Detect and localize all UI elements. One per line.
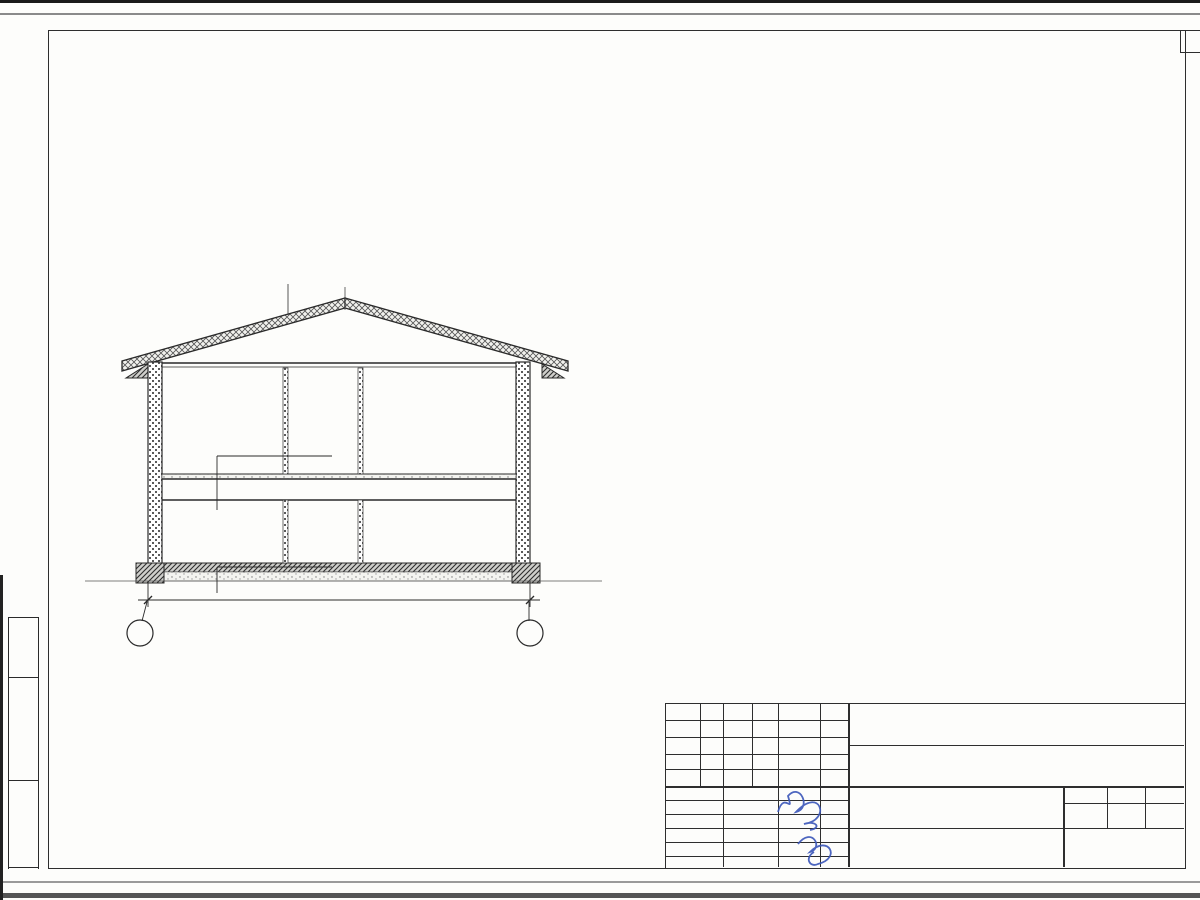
tb-sheets-value <box>1145 803 1184 828</box>
wall-left <box>148 362 162 581</box>
tb-sheet-value <box>1107 803 1145 828</box>
roof-slope-right <box>345 298 568 371</box>
sand-cushion <box>162 572 516 581</box>
tb-sheets-label <box>1145 786 1184 803</box>
building-section-drawing <box>50 260 660 680</box>
scan-line-top <box>0 13 1200 15</box>
wall-right <box>516 362 530 581</box>
interior-columns <box>283 368 363 563</box>
scan-edge-top <box>0 0 1200 3</box>
tb-doc-name <box>856 828 1063 867</box>
tb-izm <box>665 769 700 786</box>
ground-slab <box>140 563 538 572</box>
tb-stage-label <box>1063 786 1107 803</box>
overall-dimension <box>138 581 540 621</box>
roof-slope-left <box>122 298 345 371</box>
tb-list <box>723 769 752 786</box>
scan-edge-left <box>0 575 3 900</box>
tb-contractor <box>1063 828 1184 867</box>
axis-circle-g <box>517 620 543 646</box>
tb-sheet-label <box>1107 786 1145 803</box>
handwritten-signatures <box>770 782 855 870</box>
tb-kol <box>700 769 723 786</box>
side-cell-inv <box>9 781 38 866</box>
axis-circle-a <box>127 620 153 646</box>
foundation-left <box>136 563 164 583</box>
tb-address <box>856 745 1184 786</box>
side-cell-vzam <box>9 618 38 676</box>
corner-stamp-box <box>1180 30 1200 53</box>
tb-stage-value <box>1063 803 1107 828</box>
tb-company <box>848 786 1063 828</box>
tb-doc-code <box>848 703 1184 745</box>
side-cell-podpis <box>9 678 38 779</box>
scan-line-bottom <box>0 881 1200 883</box>
scan-edge-bottom <box>0 893 1200 898</box>
foundation-right <box>512 563 540 583</box>
